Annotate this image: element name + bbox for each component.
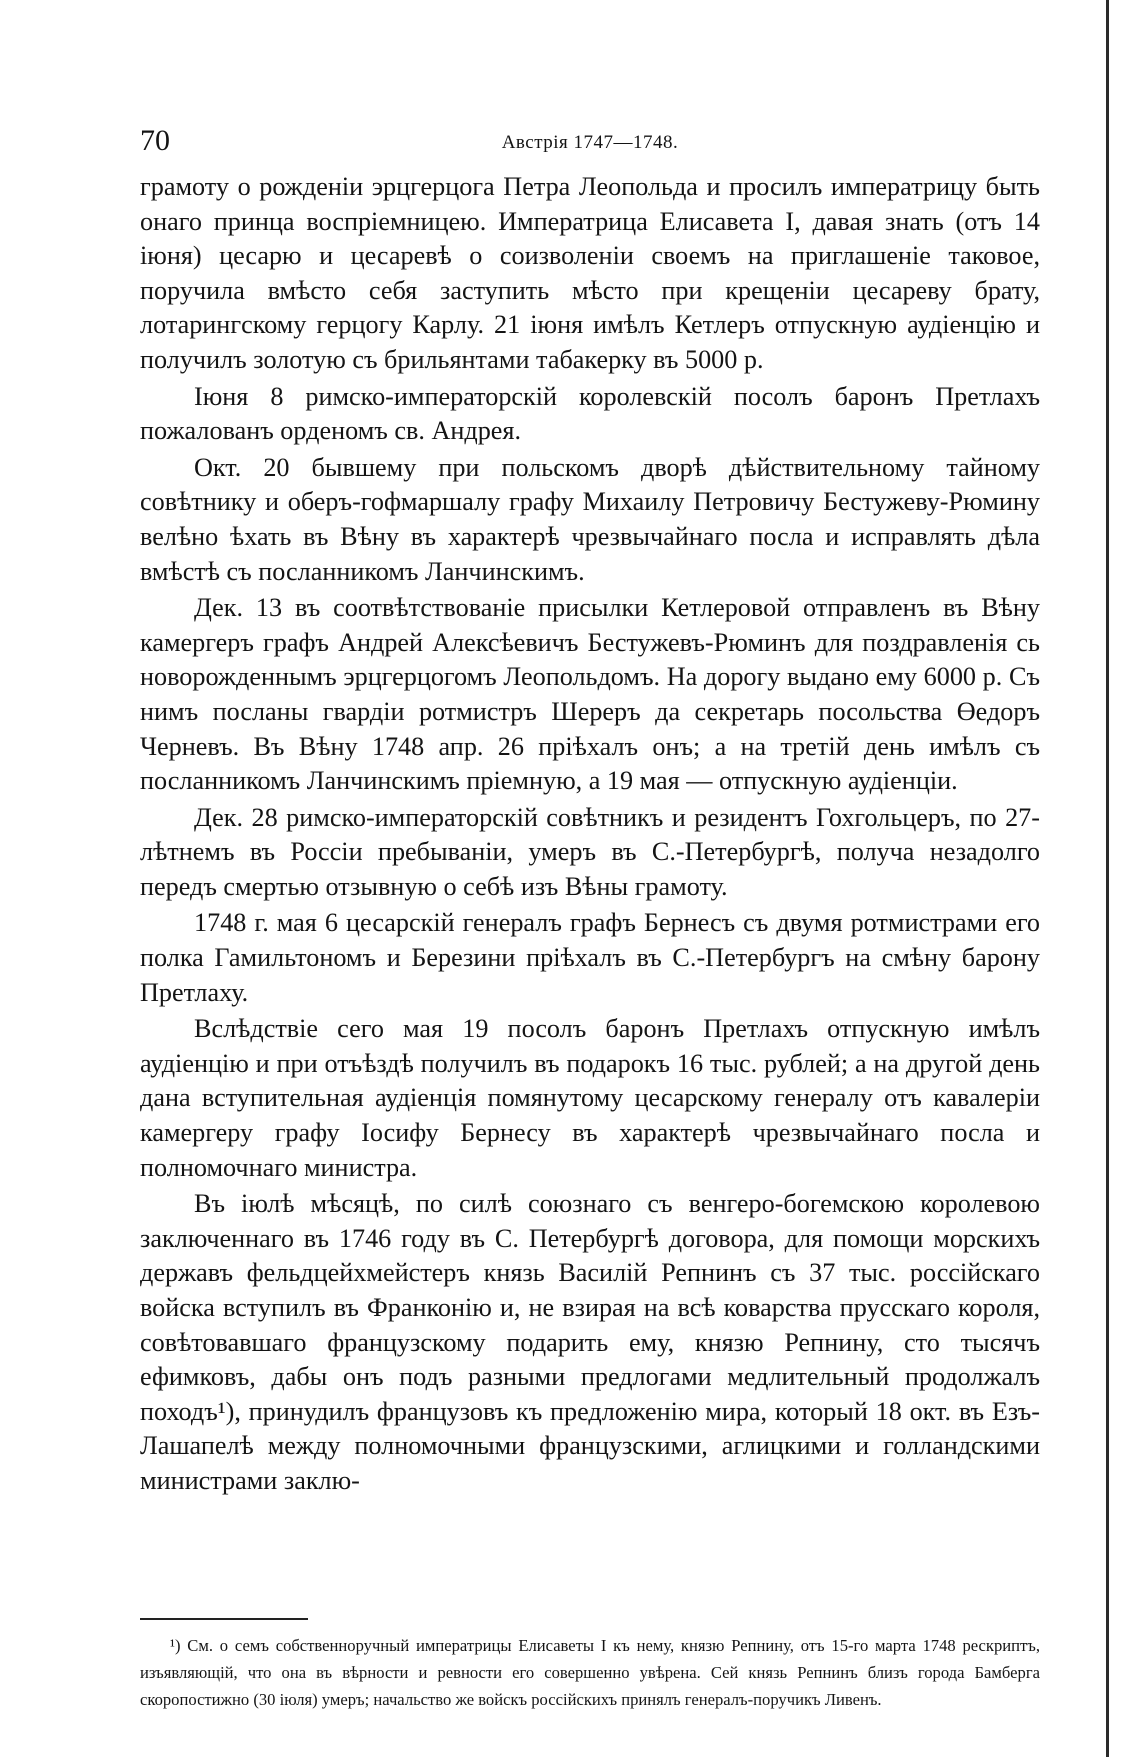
page-edge-line xyxy=(1106,0,1109,1757)
paragraph: грамоту о рожденіи эрцгерцога Петра Леопольда и просилъ императрицу быть онаго принца воспріемницею. Императрица Елисавета I, давая знать (отъ 14 іюня) цесарю и цесаревѣ о соизволеніи своемъ на приглашеніе таковое, поручила вмѣсто себя заступить мѣсто при крещеніи цесареву брату, лотарингскому герцогу Карлу. 21 іюня имѣлъ Кетлеръ отпускную аудіенцію и получилъ золотую съ брильянтами табакерку въ 5000 р. xyxy=(140,172,1040,374)
paragraph: Дек. 28 римско-императорскій совѣтникъ и резидентъ Гохгольцеръ, по 27-лѣтнемъ въ Россіи пребываніи, умеръ въ С.-Петербургѣ, получа незадолго передъ смертью отзывную о себѣ изъ Вѣны грамоту. xyxy=(140,802,1040,901)
running-title: Австрія 1747—1748. xyxy=(501,132,679,153)
paragraph: Дек. 13 въ соотвѣтствованіе присылки Кетлеровой отправленъ въ Вѣну камергеръ графъ Андрей Алексѣевичъ Бестужевъ-Рюминъ для поздравленія сь новорожденнымъ эрцгерцогомъ Леопольдомъ. На дорогу выдано ему 6000 р. Съ нимъ посланы гвардіи ротмистръ Шереръ да секретарь посольства Өедоръ Черневъ. Въ Вѣну 1748 апр. 26 пріѣхалъ онъ; а на третій день имѣлъ съ посланникомъ Ланчинскимъ пріемную, а 19 мая — отпускную аудіенціи. xyxy=(140,593,1040,796)
footnotes xyxy=(140,1618,1040,1714)
paragraph: Въ іюлѣ мѣсяцѣ, по силѣ союзнаго съ венгеро-богемскою королевою заключеннаго въ 1746 году въ С. Петербургѣ договора, для помощи морскихъ державъ фельдцейхмейстеръ князь Василій Репнинъ съ 37 тыс. россійскаго войска вступилъ въ Франконію и, не взирая на всѣ коварства прусскаго короля, совѣтовавшаго французскому подарить ему, князю Репнину, сто тысячъ ефимковъ, дабы онъ подъ разными предлогами медлительный продолжалъ походъ¹), принудилъ французовъ къ предложенію мира, который 18 окт. въ Езъ-Лашапелѣ между полномочными французскими, аглицкими и голландскими министрами заклю- xyxy=(140,1189,1040,1495)
paragraph: Окт. 20 бывшему при польскомъ дворѣ дѣйствительному тайному совѣтнику и оберъ-гофмаршалу графу Михаилу Петровичу Бестужеву-Рюмину велѣно ѣхать въ Вѣну въ характерѣ чрезвычайнаго посла и исправлять дѣла вмѣстѣ съ посланникомъ Ланчинскимъ. xyxy=(140,452,1040,586)
footnote: ¹) См. о семъ собственноручный императрицы Елисаветы I къ нему, князю Репнину, отъ 15-го марта 1748 рескриптъ, изъявляющій, что она въ вѣрности и ревности его совершенно увѣрена. Сей князь Репнинъ близъ города Бамберга скоропостижно (30 іюля) умеръ; начальство же войскъ россійскихъ принялъ генералъ-поручикъ Ливенъ. xyxy=(140,1636,1040,1710)
page-number: 70 xyxy=(140,124,170,157)
footnote-rule xyxy=(140,1618,308,1620)
page-header xyxy=(140,124,1040,164)
paragraph: Іюня 8 римско-императорскій королевскій посолъ баронъ Претлахъ пожалованъ орденомъ св. Андрея. xyxy=(140,381,1040,446)
paragraph: Вслѣдствіе сего мая 19 посолъ баронъ Претлахъ отпускную имѣлъ аудіенцію и при отъѣздѣ получилъ въ подарокъ 16 тыс. рублей; а на другой день дана вступительная аудіенція помянутому цесарскому генералу отъ кавалеріи камергеру графу Іосифу Бернесу въ характерѣ чрезвычайнаго посла и полномочнаго министра. xyxy=(140,1014,1040,1182)
main-text xyxy=(140,170,1040,1499)
paragraph: 1748 г. мая 6 цесарскій генералъ графъ Бернесъ съ двумя ротмистрами его полка Гамильтономъ и Березини пріѣхалъ въ С.-Петербургъ на смѣну барону Претлаху. xyxy=(140,908,1040,1007)
